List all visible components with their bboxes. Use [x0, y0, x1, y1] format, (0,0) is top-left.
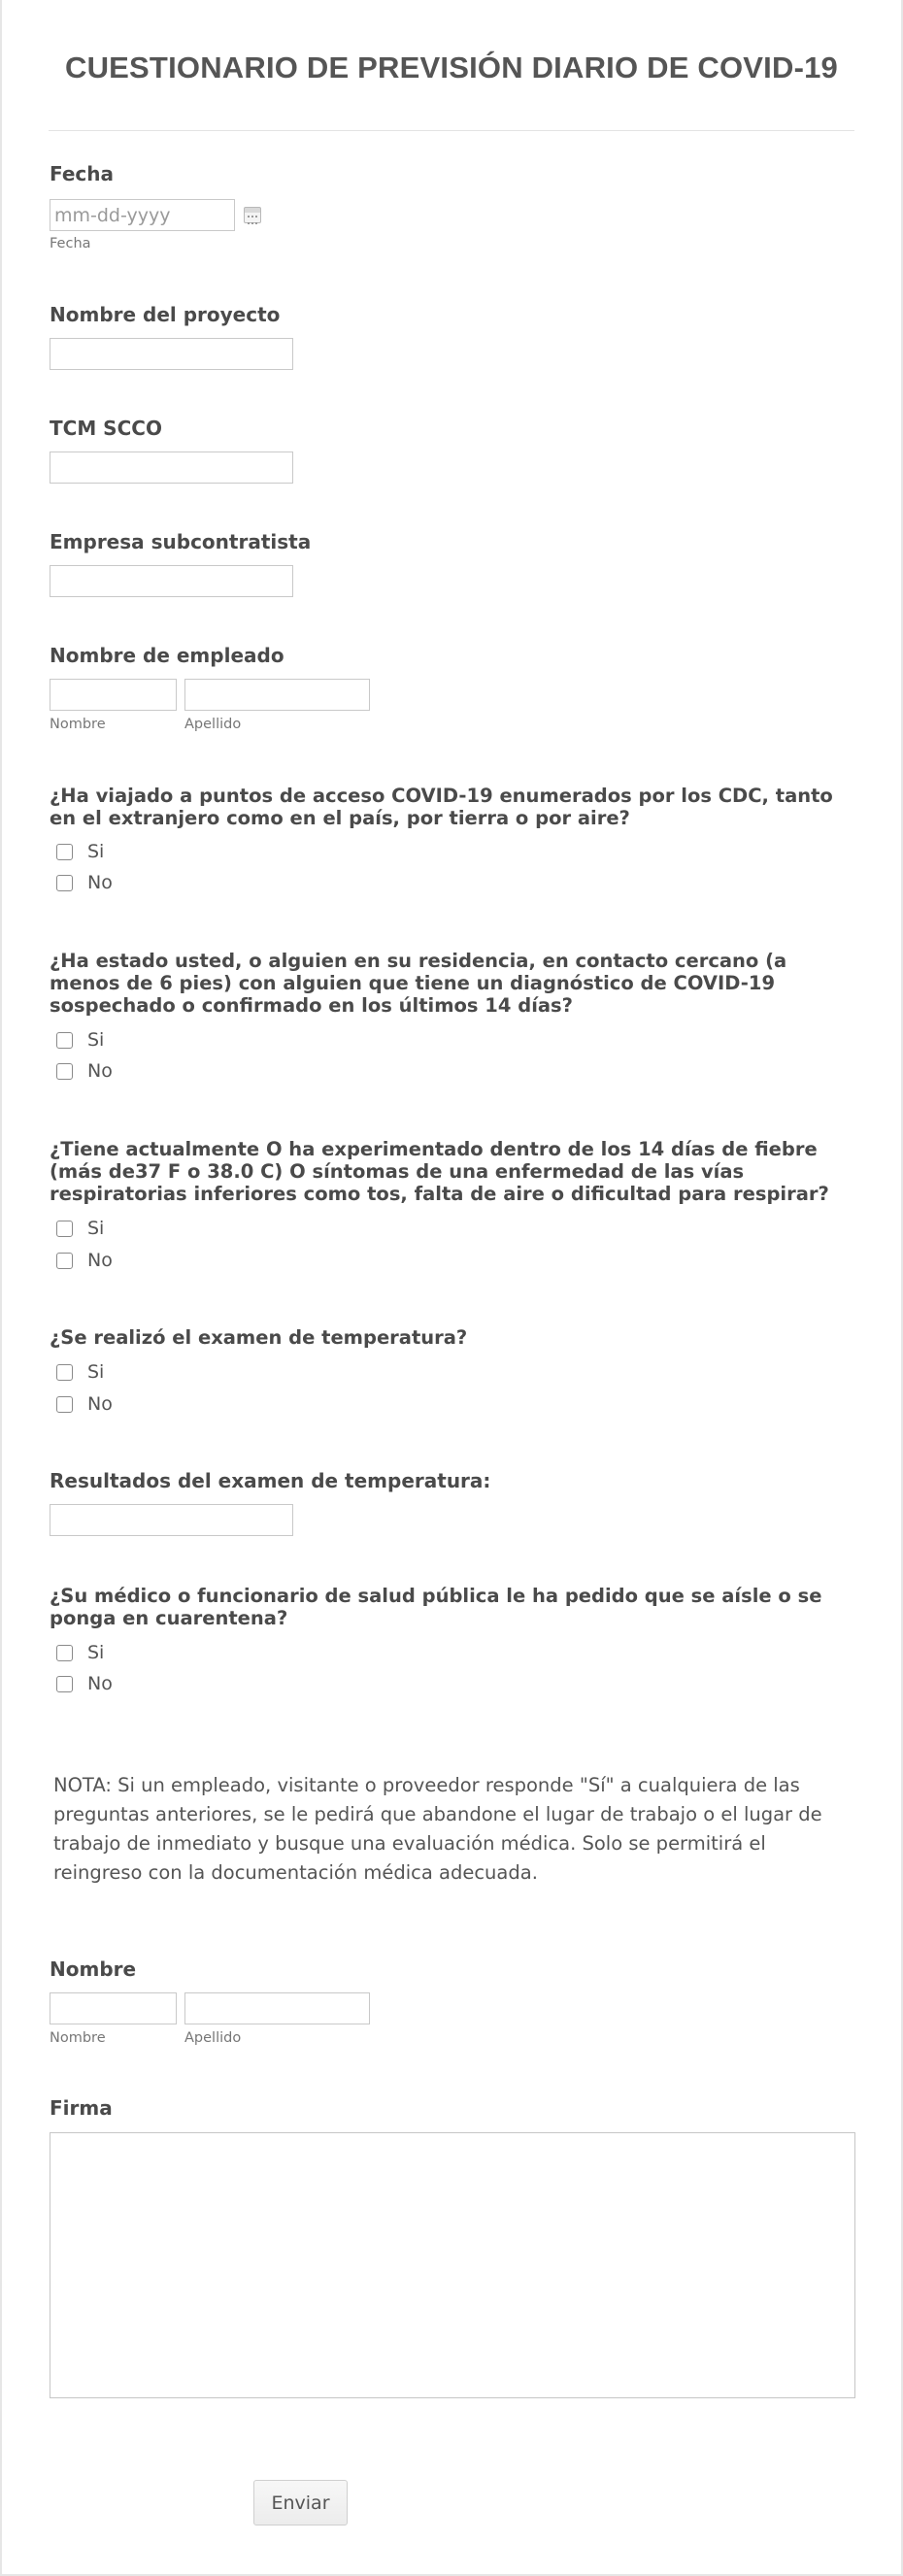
- q4-option-no[interactable]: No: [56, 1392, 113, 1416]
- q4-label: ¿Se realizó el examen de temperatura?: [50, 1326, 468, 1349]
- empleado-last-sublabel: Apellido: [184, 717, 242, 732]
- q3-label: ¿Tiene actualmente O ha experimentado dentro de los 14 días de fiebre (más de37 F o 38.0 C) O síntomas de una enfermedad de las vías respiratorias inferiores como tos, falta de aire o dificultad para respirar?: [50, 1138, 829, 1205]
- checkbox[interactable]: [56, 1676, 73, 1692]
- nombre-label: Nombre: [50, 1957, 137, 1981]
- q3-option-si[interactable]: Si: [56, 1217, 104, 1240]
- title-divider: [49, 130, 854, 131]
- tcm-input[interactable]: [50, 452, 293, 484]
- q1-option-no[interactable]: No: [56, 871, 113, 894]
- resultados-input[interactable]: [50, 1504, 293, 1536]
- empleado-label: Nombre de empleado: [50, 644, 284, 667]
- q2-label: ¿Ha estado usted, o alguien en su residencia, en contacto cercano (a menos de 6 pies) con alguien que tiene un diagnóstico de COVID-19 sospechado o confirmado en los últimos 14 días?: [50, 950, 787, 1017]
- q5-option-no[interactable]: No: [56, 1672, 113, 1695]
- fecha-input[interactable]: [50, 199, 235, 231]
- tcm-label: TCM SCCO: [50, 417, 162, 440]
- checkbox[interactable]: [56, 1221, 73, 1237]
- q1-option-si[interactable]: Si: [56, 840, 104, 863]
- calendar-icon[interactable]: [244, 207, 261, 223]
- resultados-label: Resultados del examen de temperatura:: [50, 1469, 491, 1492]
- checkbox[interactable]: [56, 1645, 73, 1661]
- empleado-first-sublabel: Nombre: [50, 717, 106, 732]
- checkbox[interactable]: [56, 1364, 73, 1381]
- checkbox[interactable]: [56, 1063, 73, 1080]
- nombre-last-input[interactable]: [184, 1992, 370, 2024]
- fecha-sublabel: Fecha: [50, 236, 91, 251]
- checkbox[interactable]: [56, 1253, 73, 1269]
- nombre-first-input[interactable]: [50, 1992, 177, 2024]
- q2-option-si[interactable]: Si: [56, 1028, 104, 1052]
- checkbox[interactable]: [56, 1032, 73, 1049]
- proyecto-input[interactable]: [50, 338, 293, 370]
- empleado-last-input[interactable]: [184, 679, 370, 711]
- empresa-label: Empresa subcontratista: [50, 530, 312, 553]
- submit-button[interactable]: Enviar: [253, 2480, 348, 2526]
- form-title: CUESTIONARIO DE PREVISIÓN DIARIO DE COVID-19: [65, 50, 838, 84]
- nombre-first-sublabel: Nombre: [50, 2030, 106, 2046]
- q5-option-si[interactable]: Si: [56, 1641, 104, 1664]
- q2-option-no[interactable]: No: [56, 1059, 113, 1083]
- note-text: NOTA: Si un empleado, visitante o proveedor responde "Sí" a cualquiera de las preguntas anteriores, se le pedirá que abandone el lugar de trabajo o el lugar de trabajo de inmediato y busque una evaluación médica. Solo se permitirá el reingreso con la documentación médica adecuada.: [53, 1774, 822, 1884]
- empleado-first-input[interactable]: [50, 679, 177, 711]
- checkbox[interactable]: [56, 1396, 73, 1413]
- q3-option-no[interactable]: No: [56, 1249, 113, 1272]
- q1-label: ¿Ha viajado a puntos de acceso COVID-19 enumerados por los CDC, tanto en el extranjero como en el país, por tierra o por aire?: [50, 785, 833, 829]
- nombre-last-sublabel: Apellido: [184, 2030, 242, 2046]
- q5-label: ¿Su médico o funcionario de salud pública le ha pedido que se aísle o se ponga en cuarentena?: [50, 1585, 822, 1629]
- q4-option-si[interactable]: Si: [56, 1360, 104, 1384]
- empresa-input[interactable]: [50, 565, 293, 597]
- checkbox[interactable]: [56, 844, 73, 860]
- fecha-label: Fecha: [50, 162, 115, 185]
- signature-pad[interactable]: [50, 2132, 855, 2398]
- checkbox[interactable]: [56, 875, 73, 891]
- firma-label: Firma: [50, 2096, 113, 2120]
- proyecto-label: Nombre del proyecto: [50, 303, 281, 326]
